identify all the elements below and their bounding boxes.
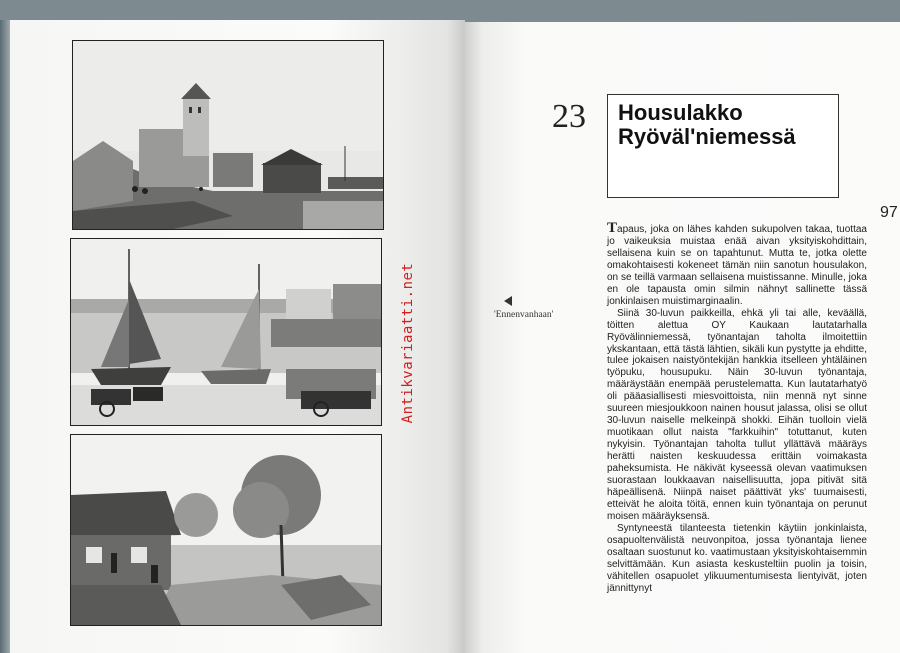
watermark: [388, 248, 428, 438]
photo-cottage-image: [71, 435, 381, 625]
page-number: 97: [880, 204, 898, 221]
paragraph-1: [607, 220, 867, 308]
body-text: [607, 220, 867, 595]
photo-harbour-image: [71, 239, 381, 425]
paragraph-3: Syntyneestä tilanteesta tietenkin käytiin jonkinlaista, osapuoltenvälistä neuvonpitoa, jossa työnantaja lienee osaltaan suostunut ko. vaatimustaan yksityiskohtaisemmin selvittämään. Kun asiasta keskusteltiin puolin ja toisin, vähitellen osapuolet ylikuumentumisesta lientyivät, joten jännittynyt: [607, 522, 867, 594]
watermark-text: Antikvariaatti.net: [400, 262, 416, 424]
photo-castle: [72, 40, 384, 230]
chapter-number: 23: [552, 98, 586, 135]
photo-harbour: [70, 238, 382, 426]
chapter-title-box: [607, 94, 839, 198]
chapter-title: Housulakko Ryöväl'niemessä: [618, 100, 796, 149]
photo-cottage: [70, 434, 382, 626]
photo-castle-image: [73, 41, 383, 229]
drop-cap: T: [607, 220, 618, 236]
margin-note: [494, 310, 594, 320]
paragraph-2: Siinä 30-luvun paikkeilla, ehkä yli tai alle, keväällä, töitten alettua OY Kaukaan lautatarhalla Ryövälinniemessä, työnantajan taholta ilmoitettiin ykskantaan, että tästä lähtien, sikäli kun pystytte ja ehditte, tulee jokaisen naistyöntekijän hankkia itselleen yhtäläinen työpuku, housupuku. Näin 30-luvun työnantaja, määräystään enempää perustelematta. Kun lautatarhatyö oli pääasiallisesti miesvoittoista, niin mennä nyt sinne suureen miesjoukkoon nainen housut jalassa, olisi se ollut 30-luvun naiselle melkeinpä shokki. Eihän tuolloin vielä muotikaan ollut naista "farkkuihin" totuttanut, kuten nykyisin. Työnantajan taholta tullut yllättävä määräys herätti naisten keskuudessa erittäin voimakasta paheksumista. He näkivät kyseessä olevan vaatimuksen suorastaan loukkaavan naisellisuutta, jopa pitivät sitä häpeällisenä. Niinpä naiset päättivät yks' tuumaisesti, etteivät he aloita töitä, ennen kuin työnantaja on perunut moisen määräyksensä.: [607, 307, 867, 522]
margin-note-text: 'Ennenvanhaan': [494, 310, 554, 320]
arrow-left-icon: [504, 296, 512, 306]
paragraph-1-text: apaus, joka on lähes kahden sukupolven takaa, tuottaa jo vaikeuksia muistaa enää aivan yksityiskohdittain, sellaisena kuin se on tapahtunut. Mutta te, jotka olette omakohtaisesti kokeneet tämän niin sanotun housulakon, on se teillä varmaan sellaisena muistissanne. Minulle, joka en ole tapausta omin silmin nähnyt sallinette tässä jonkinlaisen muistimarginaalin.: [607, 224, 867, 307]
